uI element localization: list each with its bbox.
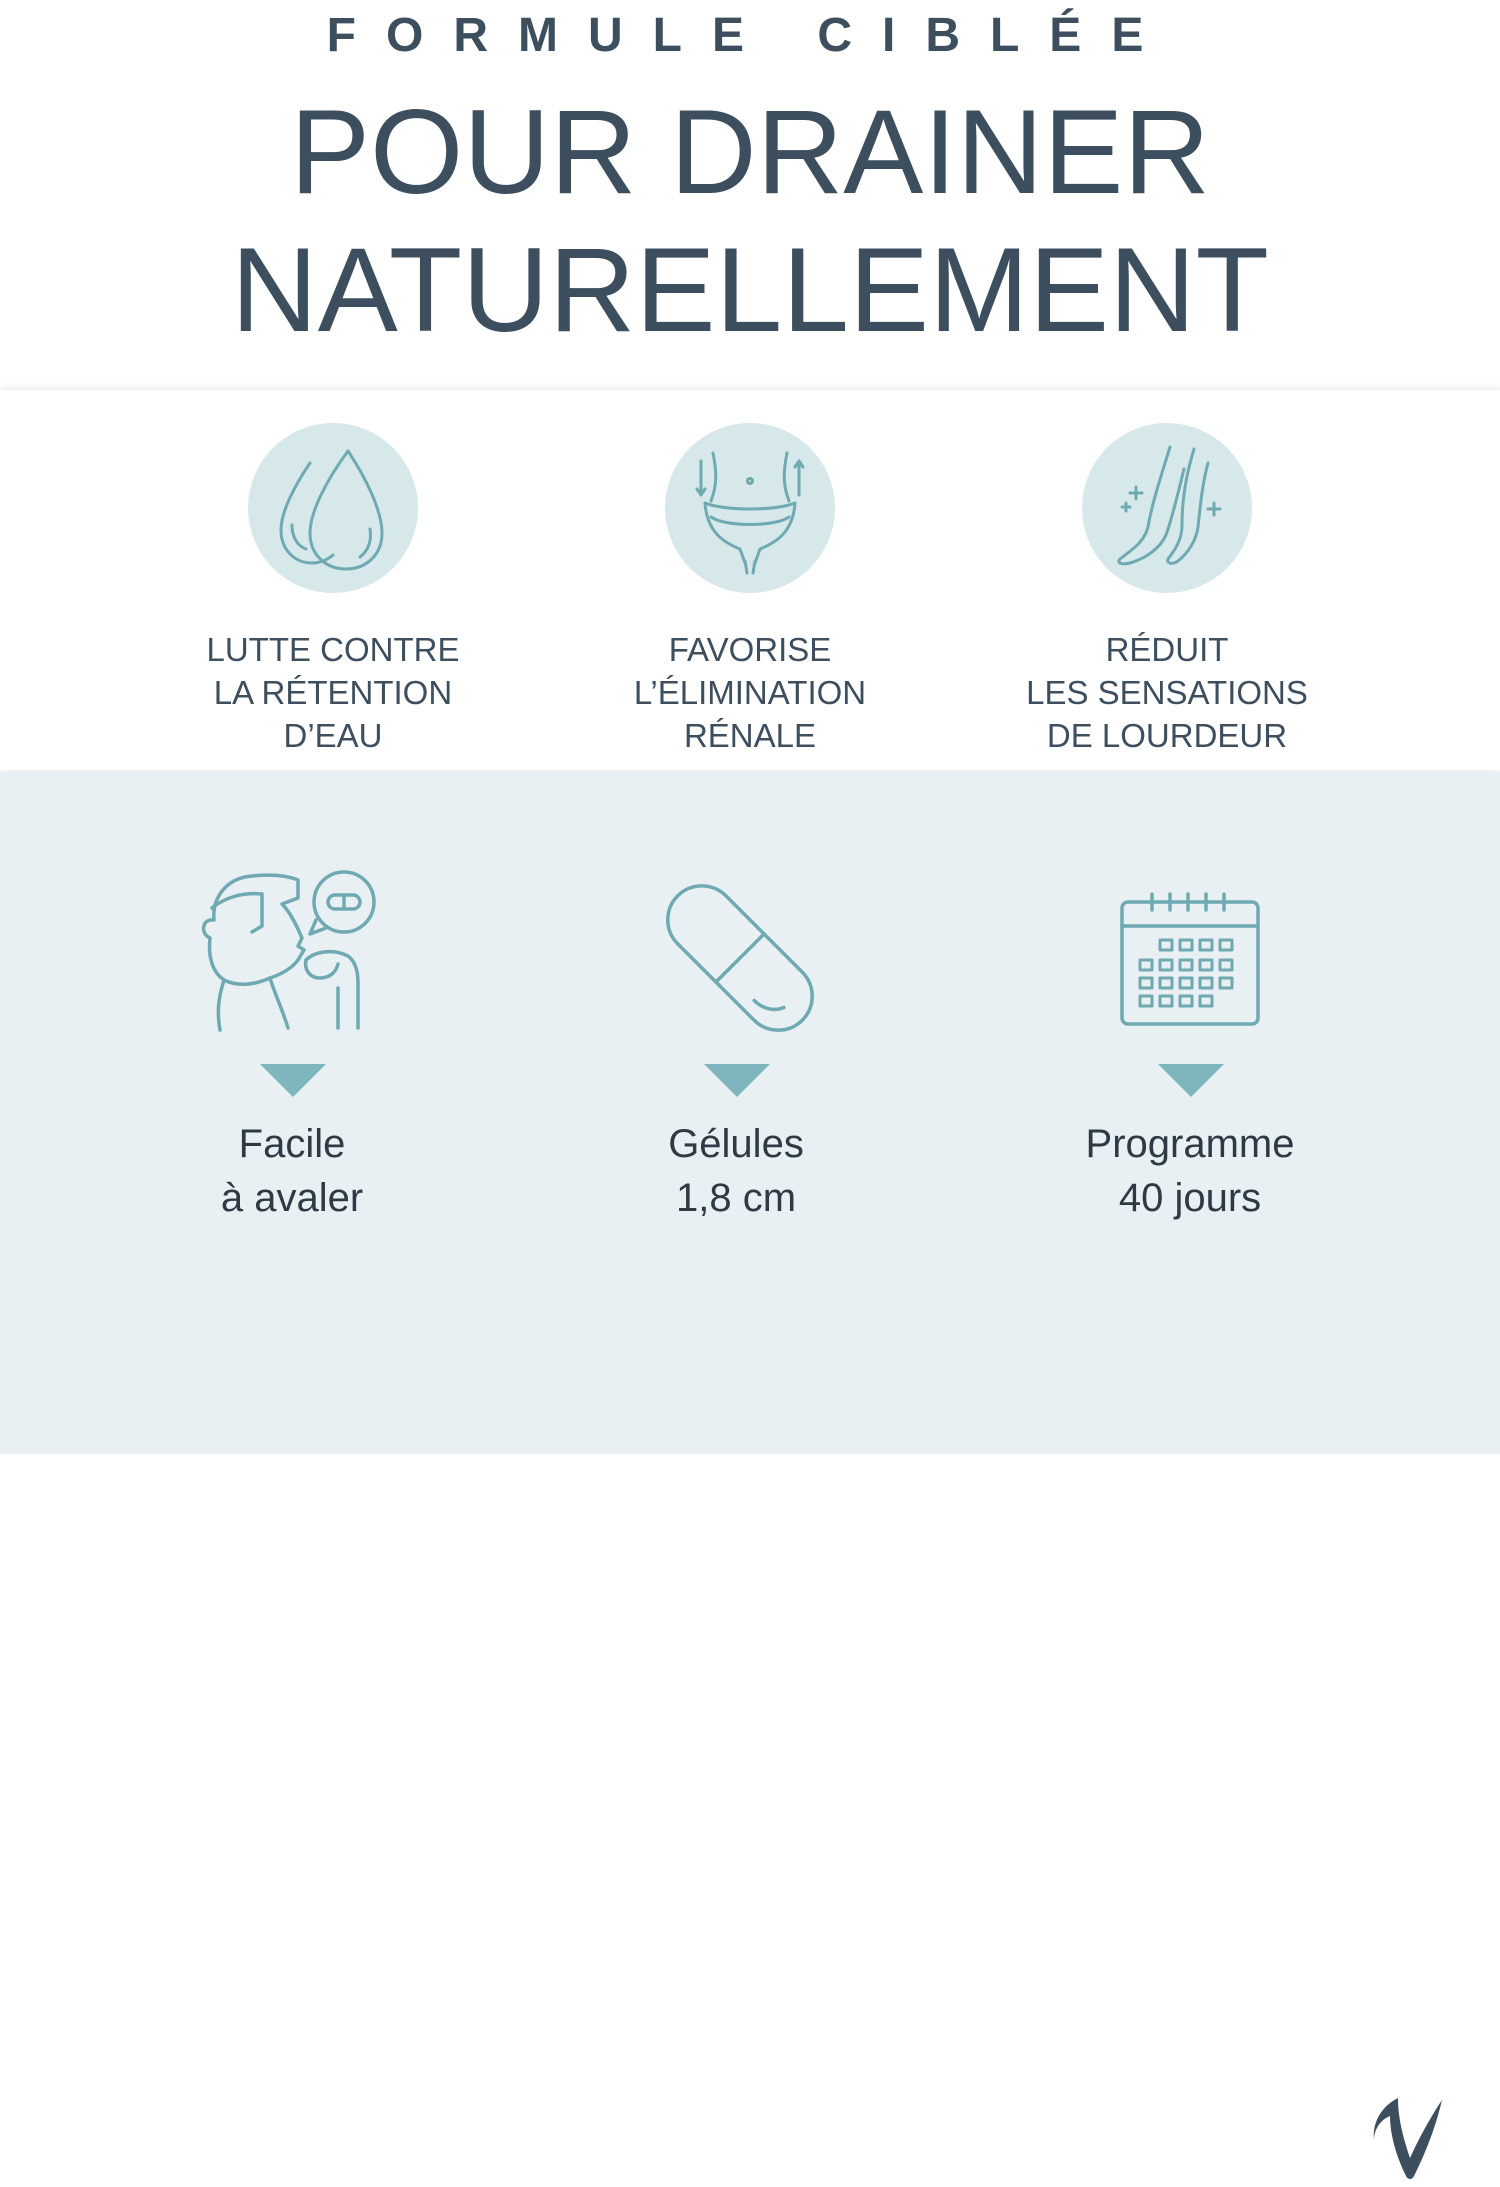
title-line-2: NATURELLEMENT — [231, 223, 1269, 357]
down-triangle-icon — [260, 1064, 326, 1097]
water-drops-icon — [248, 423, 418, 593]
benefit-label-line: FAVORISE — [668, 631, 832, 668]
feature-label-line: Facile — [238, 1122, 346, 1166]
benefit-label — [540, 628, 960, 757]
benefit-label-line: LA RÉTENTION — [213, 674, 453, 711]
benefit-label-line: RÉDUIT — [1105, 631, 1229, 668]
benefit-water-retention — [123, 390, 543, 770]
feature-label — [536, 1117, 936, 1225]
capsule-icon — [536, 868, 936, 1038]
benefit-label-line: D’EAU — [283, 717, 383, 754]
waist-icon — [665, 423, 835, 593]
kicker-text: FORMULE CIBLÉE — [326, 9, 1174, 62]
feature-easy-to-swallow — [92, 772, 492, 1232]
feature-label-line: Programme — [1085, 1122, 1295, 1166]
benefit-label — [123, 628, 543, 757]
feature-label-line: 1,8 cm — [675, 1176, 797, 1220]
features-section — [0, 772, 1500, 1454]
feature-label — [990, 1117, 1390, 1225]
benefit-label-line: LUTTE CONTRE — [206, 631, 460, 668]
benefits-band — [0, 390, 1500, 770]
calendar-icon — [990, 868, 1390, 1038]
benefit-label — [957, 628, 1377, 757]
down-triangle-icon — [704, 1064, 770, 1097]
benefit-label-line: LES SENSATIONS — [1026, 674, 1308, 711]
swallow-capsule-icon — [92, 868, 492, 1038]
benefit-label-line: L’ÉLIMINATION — [633, 674, 867, 711]
feature-label — [92, 1117, 492, 1225]
feature-program-duration — [990, 772, 1390, 1232]
feature-label-line: à avaler — [220, 1176, 364, 1220]
benefit-label-line: RÉNALE — [683, 717, 817, 754]
brand-logo — [1368, 2090, 1448, 2182]
header — [0, 0, 1500, 388]
benefit-renal-elimination — [540, 390, 960, 770]
title-line-1: POUR DRAINER — [289, 85, 1211, 219]
feature-label-line: Gélules — [668, 1122, 804, 1166]
feature-capsule-size — [536, 772, 936, 1232]
benefit-label-line: DE LOURDEUR — [1046, 717, 1288, 754]
benefit-heaviness — [957, 390, 1377, 770]
down-triangle-icon — [1158, 1064, 1224, 1097]
feature-label-line: 40 jours — [1118, 1176, 1262, 1220]
legs-icon — [1082, 423, 1252, 593]
